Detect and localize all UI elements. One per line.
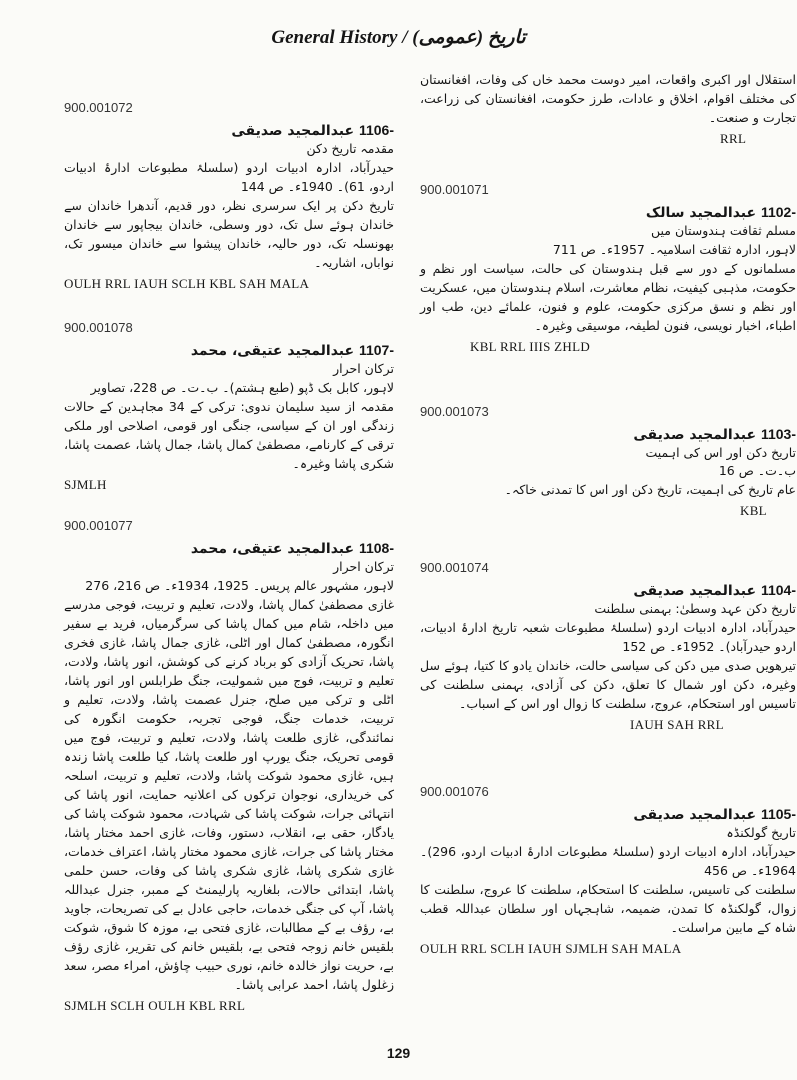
entry-imprint: لاہور، مشہور عالم پریس۔ 1925، 1934ء۔ ص 216، 276 [85,578,394,593]
catalog-entry-continued [420,70,796,147]
entry-number: 1105- [760,806,796,822]
entry-heading [64,539,394,558]
library-codes: OULH RRL SCLH IAUH SJMLH SAH MALA [420,941,682,956]
entry-summary: تیرھویں صدی میں دکن کی سیاسی حالت، خاندان یادو کا کتیا، ہوئے سل وغیرہ، دکن اور شمال کا تعلق، دکن کی آزادی، بہمنی سلطنت کی تاسیس اور استحکام، عروج، سلطنت کا زوال اور اس کے اسباب۔ [420,658,796,711]
entry-summary: غازی مصطفیٰ کمال پاشا، ولادت، تعلیم و تربیت، فوجی مدرسے میں داخلہ، شام میں کمال پاشا کی سرگرمیاں، فرید بے سفیر انگورہ، مصطفیٰ کمال اور اٹلی، غازی جمال پاشا، غازی فخری پاشا، تحریک آزادی کو برباد کرنے کی کوشش، انور پاشا، ولادت، تعلیم و تربیت، فوج میں شمولیت، جنگ طرابلس اور انور پاشا، اٹلی و ترکی میں صلح، جنرل عصمت پاشا، ولادت، تعلیم و تربیت، خدمات جنگ، فوجی تجربہ، حکومت انگورہ کی نمائندگی، غازی طلعت پاشا، ولادت، تعلیم و تربیت، فوج میں قومی تحریک، جنگ یورپ اور طلعت پاشا، کیا طلعت پاشا زندہ ہیں، غازی محمود شوکت پاشا، ولادت، تعلیم و تربیت، اسلحہ کی خریداری، نوجوان ترکوں کی اعلانیہ حمایت، انور پاشا کی انتہائی جرات، شوکت پاشا کی شہادت، محمود شوکت پاشا کی یادگار، حقی بے، انقلاب، دستور، وفات، غازی احمد مختار پاشا، مختار پاشا کی جرات، غازی محمود مختار پاشا، اعتراف خدمات، غازی شکری پاشا، غازی شکری پاشا کی وفات، حسن حلمی پاشا، ابتدائی حالات، بلغاریہ پارلیمنٹ کے ممبر، جنرل عبداللہ پاشا، آپ کی جنگی خدمات، حاجی عادل بے کی تصریحات، جاوید بے، رؤف بے کے مطالبات، غازی فتحی بے، موزہ کا شوق، شوکت بلقیس خانم زوجہ فتحی بے، بلقیس خانم کی تقریر، غازی رؤف بے، حریت نواز خالدہ خانم، نوری حبیب چاؤش، امراء مصر، سعد زغلول پاشا، احمد عرابی پاشا۔ [64,597,394,992]
entry-summary: سلطنت کی تاسیس، سلطنت کا استحکام، سلطنت کا عروج، سلطنت کا زوال، گولکنڈہ کا تمدن، ضمیمہ، شاہجہاں اور سلطان عبداللہ قطب شاہ کے مابین مراسلت۔ [420,882,796,935]
entry-author: عبدالمجید صدیقی [633,583,757,599]
accession-number: 900.001076 [420,784,489,799]
entry-imprint: حیدرآباد، ادارہ ادبیات اردو (سلسلۂ مطبوعات ادارۂ ادبیات اردو، 61)۔ 1940ء۔ ص 144 [64,160,394,194]
accession-number: 900.001078 [64,320,133,335]
entry-number: 1108- [358,540,394,556]
accession-number: 900.001071 [420,182,489,197]
library-codes: KBL RRL IIIS ZHLD [470,339,591,354]
entry-imprint: حیدرآباد، ادارہ ادبیات اردو (سلسلۂ مطبوعات شعبہ تاریخ ادارۂ ادبیات، اردو حیدرآباد)۔ 1952ء۔ ص 152 [420,620,796,654]
entry-author: عبدالمجید عتیقی، محمد [190,343,355,359]
library-codes: SJMLH [64,477,107,492]
entry-author: عبدالمجید صدیقی [633,427,757,443]
page-number: 129 [386,1045,411,1061]
entry-number: 1103- [760,426,796,442]
entry-summary: مسلمانوں کے دور سے قبل ہندوستان کی حالت، سیاست اور نظم و حکومت، مذہبی کیفیت، نظام معاشرت، اسلام ہندوستان میں، عسکریت اور نظم و نسق مرکزی حکومت، علوم و فنون، علمائے دین، طب اور اطباء، اخبار نویسی، فنون لطیفہ، موسیقی وغیرہ۔ [420,261,796,333]
entry-author: عبدالمجید صدیقی [633,807,757,823]
entry-heading [420,581,796,600]
accession-number: 900.001077 [64,518,133,533]
entry-title: ترکان احرار [333,361,394,376]
accession-number: 900.001073 [420,404,489,419]
entry-imprint: لاہور، ادارہ ثقافت اسلامیہ۔ 1957ء۔ ص 711 [552,242,796,257]
entry-summary: استقلال اور اکبری واقعات، امیر دوست محمد خاں کی وفات، افغانستان کی مختلف اقوام، اخلاق و عادات، طرز حکومت، افغانستان کی زراعت، تجارت و صنعت۔ [420,72,796,125]
entry-heading [420,425,796,444]
entry-number: 1102- [760,204,796,220]
entry-number: 1106- [358,122,394,138]
entry-title: تاریخ دکن اور اس کی اہمیت [645,445,796,460]
entry-title: ترکان احرار [333,559,394,574]
entry-heading [420,805,796,824]
entry-heading [64,341,394,360]
entry-author: عبدالمجید عتیقی، محمد [190,541,355,557]
entry-summary: تاریخ دکن پر ایک سرسری نظر، دور قدیم، آندھرا خاندان سے خاندان ہوئے سل تک، دور وسطی، خاندان بیجاپور سے خاندان بھونسلہ تک، دور حالیہ، خاندان پیشوا سے خاندان میسور تک، نواباں، اشاریہ۔ [64,198,394,270]
entry-imprint: لاہور، کابل بک ڈپو (طبع ہشتم)۔ ب۔ت۔ ص 228، تصاویر [90,380,394,395]
catalog-entry-1106 [64,100,394,292]
catalog-entry-1104 [420,560,796,733]
catalog-entry-1102 [420,182,796,355]
entry-number: 1107- [358,342,394,358]
accession-number: 900.001072 [64,100,133,115]
catalog-entry-1105 [420,784,796,957]
accession-number: 900.001074 [420,560,489,575]
entry-title: مسلم ثقافت ہندوستان میں [651,223,796,238]
entry-title: مقدمہ تاریخ دکن [306,141,394,156]
entry-summary: عام تاریخ کی اہمیت، تاریخ دکن اور اس کا تمدنی خاکہ۔ [504,482,796,497]
library-codes: OULH RRL IAUH SCLH KBL SAH MALA [64,276,310,291]
entry-title: تاریخ گولکنڈہ [726,825,796,840]
entry-author: عبدالمجید صدیقی [231,123,355,139]
entry-imprint: حیدرآباد، ادارہ ادبیات اردو (سلسلۂ مطبوعات ادارۂ ادبیات اردو، 296)۔ 1964ء۔ ص 456 [420,844,796,878]
entry-title: تاریخ دکن عہد وسطیٰ: بہمنی سلطنت [594,601,796,616]
entry-author: عبدالمجید سالک [645,205,757,221]
page-header: General History / تاریخ (عمومی) [271,27,526,48]
entry-imprint: ب۔ت۔ ص 16 [718,463,796,478]
entry-summary: مقدمہ از سید سلیمان ندوی: ترکی کے 34 مجاہدین کے حالات زندگی اور ان کے سیاسی، جنگی اور قومی، اصلاحی اور ملکی ترقی کے کارنامے، مصطفیٰ کمال پاشا، جمال پاشا، عصمت پاشا، شکری پاشا وغیرہ۔ [64,399,394,471]
library-codes: SJMLH SCLH OULH KBL RRL [64,998,246,1013]
entry-number: 1104- [760,582,796,598]
catalog-entry-1108 [64,518,394,1014]
catalog-entry-1107 [64,320,394,493]
entry-heading [420,203,796,222]
library-codes: RRL [720,131,747,146]
entry-heading [64,121,394,140]
library-codes: KBL [740,503,767,518]
library-codes: IAUH SAH RRL [630,717,724,732]
catalog-entry-1103 [420,404,796,519]
